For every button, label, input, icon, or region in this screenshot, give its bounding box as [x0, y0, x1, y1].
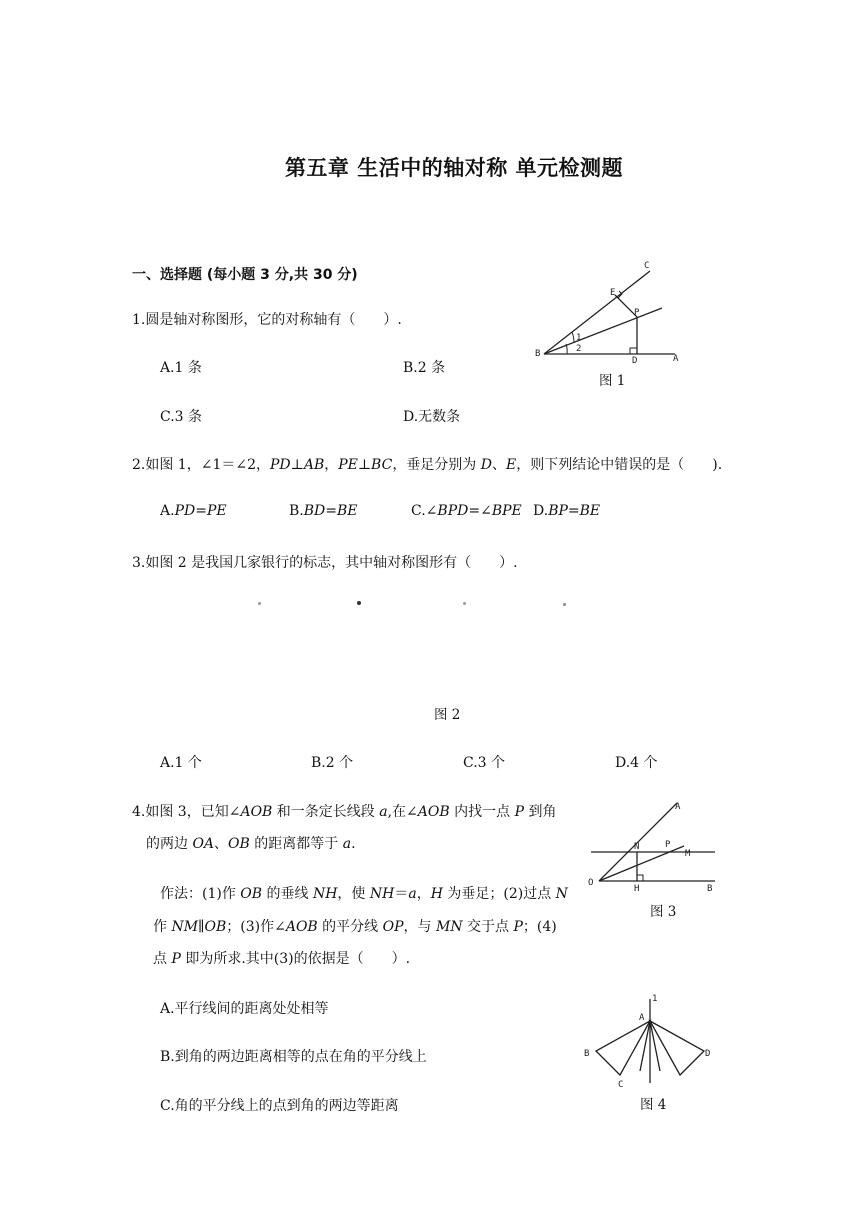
fig3-label-a: A — [675, 802, 681, 812]
question-1-stem: 1.圆是轴对称图形，它的对称轴有（ ）. — [132, 312, 402, 328]
question-4-option-c[interactable]: C.角的平分线上的点到角的两边等距离 — [160, 1098, 399, 1114]
fig3-label-n: N — [634, 842, 640, 852]
fig1-label-c: C — [644, 261, 650, 271]
section-heading: 一、选择题 (每小题 3 分,共 30 分) — [132, 267, 358, 283]
fig3-label-o: O — [588, 878, 594, 888]
bank-logo-1-image — [258, 602, 261, 605]
question-3-option-a[interactable]: A.1 个 — [160, 755, 202, 771]
fig4-label-a: A — [639, 1013, 645, 1023]
question-1-option-a[interactable]: A.1 条 — [160, 360, 202, 376]
fig1-label-d: D — [632, 356, 638, 366]
question-2-option-d[interactable]: D.BP=BE — [533, 503, 601, 519]
figure-1-caption: 图 1 — [599, 373, 626, 389]
question-4-line-5: 点 P 即为所求.其中(3)的依据是（ ）. — [153, 951, 411, 967]
question-4-line-4: 作 NM∥OB；(3)作∠AOB 的平分线 OP，与 MN 交于点 P；(4) — [153, 919, 557, 935]
question-1-option-c[interactable]: C.3 条 — [160, 409, 203, 425]
figure-3-diagram — [585, 795, 725, 900]
fig4-label-b: B — [584, 1049, 590, 1059]
question-1-option-d[interactable]: D.无数条 — [403, 409, 461, 425]
bank-logo-2-image — [357, 601, 361, 605]
question-4-line-3: 作法：(1)作 OB 的垂线 NH，使 NH＝a，H 为垂足；(2)过点 N — [160, 886, 568, 902]
figure-3-caption: 图 3 — [650, 904, 677, 920]
question-2-option-c[interactable]: C.∠BPD=∠BPE — [411, 503, 522, 519]
fig3-label-h: H — [634, 884, 640, 894]
figure-4-caption: 图 4 — [640, 1097, 667, 1113]
figure-1-diagram — [530, 255, 690, 385]
question-4-line-2: 的两边 OA、OB 的距离都等于 a. — [146, 836, 356, 852]
fig1-label-b: B — [535, 349, 541, 359]
fig1-label-e: E — [610, 288, 616, 298]
question-2-option-b[interactable]: B.BD=BE — [289, 503, 358, 519]
question-3-option-c[interactable]: C.3 个 — [463, 755, 506, 771]
bank-logo-3-image — [463, 602, 466, 605]
figure-2-caption: 图 2 — [434, 707, 461, 723]
fig3-label-m: M — [685, 849, 691, 859]
fig4-label-d: D — [705, 1049, 711, 1059]
question-1-option-b[interactable]: B.2 条 — [403, 360, 446, 376]
question-2-stem: 2.如图 1，∠1＝∠2，PD⊥AB，PE⊥BC，垂足分别为 D、E，则下列结论中错误的是（ ). — [132, 457, 723, 473]
question-3-option-d[interactable]: D.4 个 — [615, 755, 658, 771]
figure-4-diagram — [578, 985, 728, 1095]
question-4-option-a[interactable]: A.平行线间的距离处处相等 — [160, 1001, 329, 1017]
question-4-line-1: 4.如图 3，已知∠AOB 和一条定长线段 a,在∠AOB 内找一点 P 到角 — [132, 804, 557, 820]
question-2-option-a[interactable]: A.PD=PE — [160, 503, 227, 519]
question-3-option-b[interactable]: B.2 个 — [311, 755, 354, 771]
fig4-label-1: 1 — [652, 994, 658, 1004]
page-title: 第五章 生活中的轴对称 单元检测题 — [284, 156, 624, 180]
fig3-label-p: P — [665, 840, 671, 850]
fig1-label-a: A — [673, 354, 679, 364]
fig4-label-c: C — [618, 1080, 624, 1090]
question-4-option-b[interactable]: B.到角的两边距离相等的点在角的平分线上 — [160, 1049, 427, 1065]
fig1-label-1: 1 — [576, 333, 582, 343]
fig3-label-b: B — [707, 884, 713, 894]
fig1-label-2: 2 — [576, 344, 582, 354]
bank-logo-4-image — [563, 603, 566, 606]
fig1-label-p: P — [634, 308, 640, 318]
question-3-stem: 3.如图 2 是我国几家银行的标志，其中轴对称图形有（ ）. — [132, 555, 518, 571]
